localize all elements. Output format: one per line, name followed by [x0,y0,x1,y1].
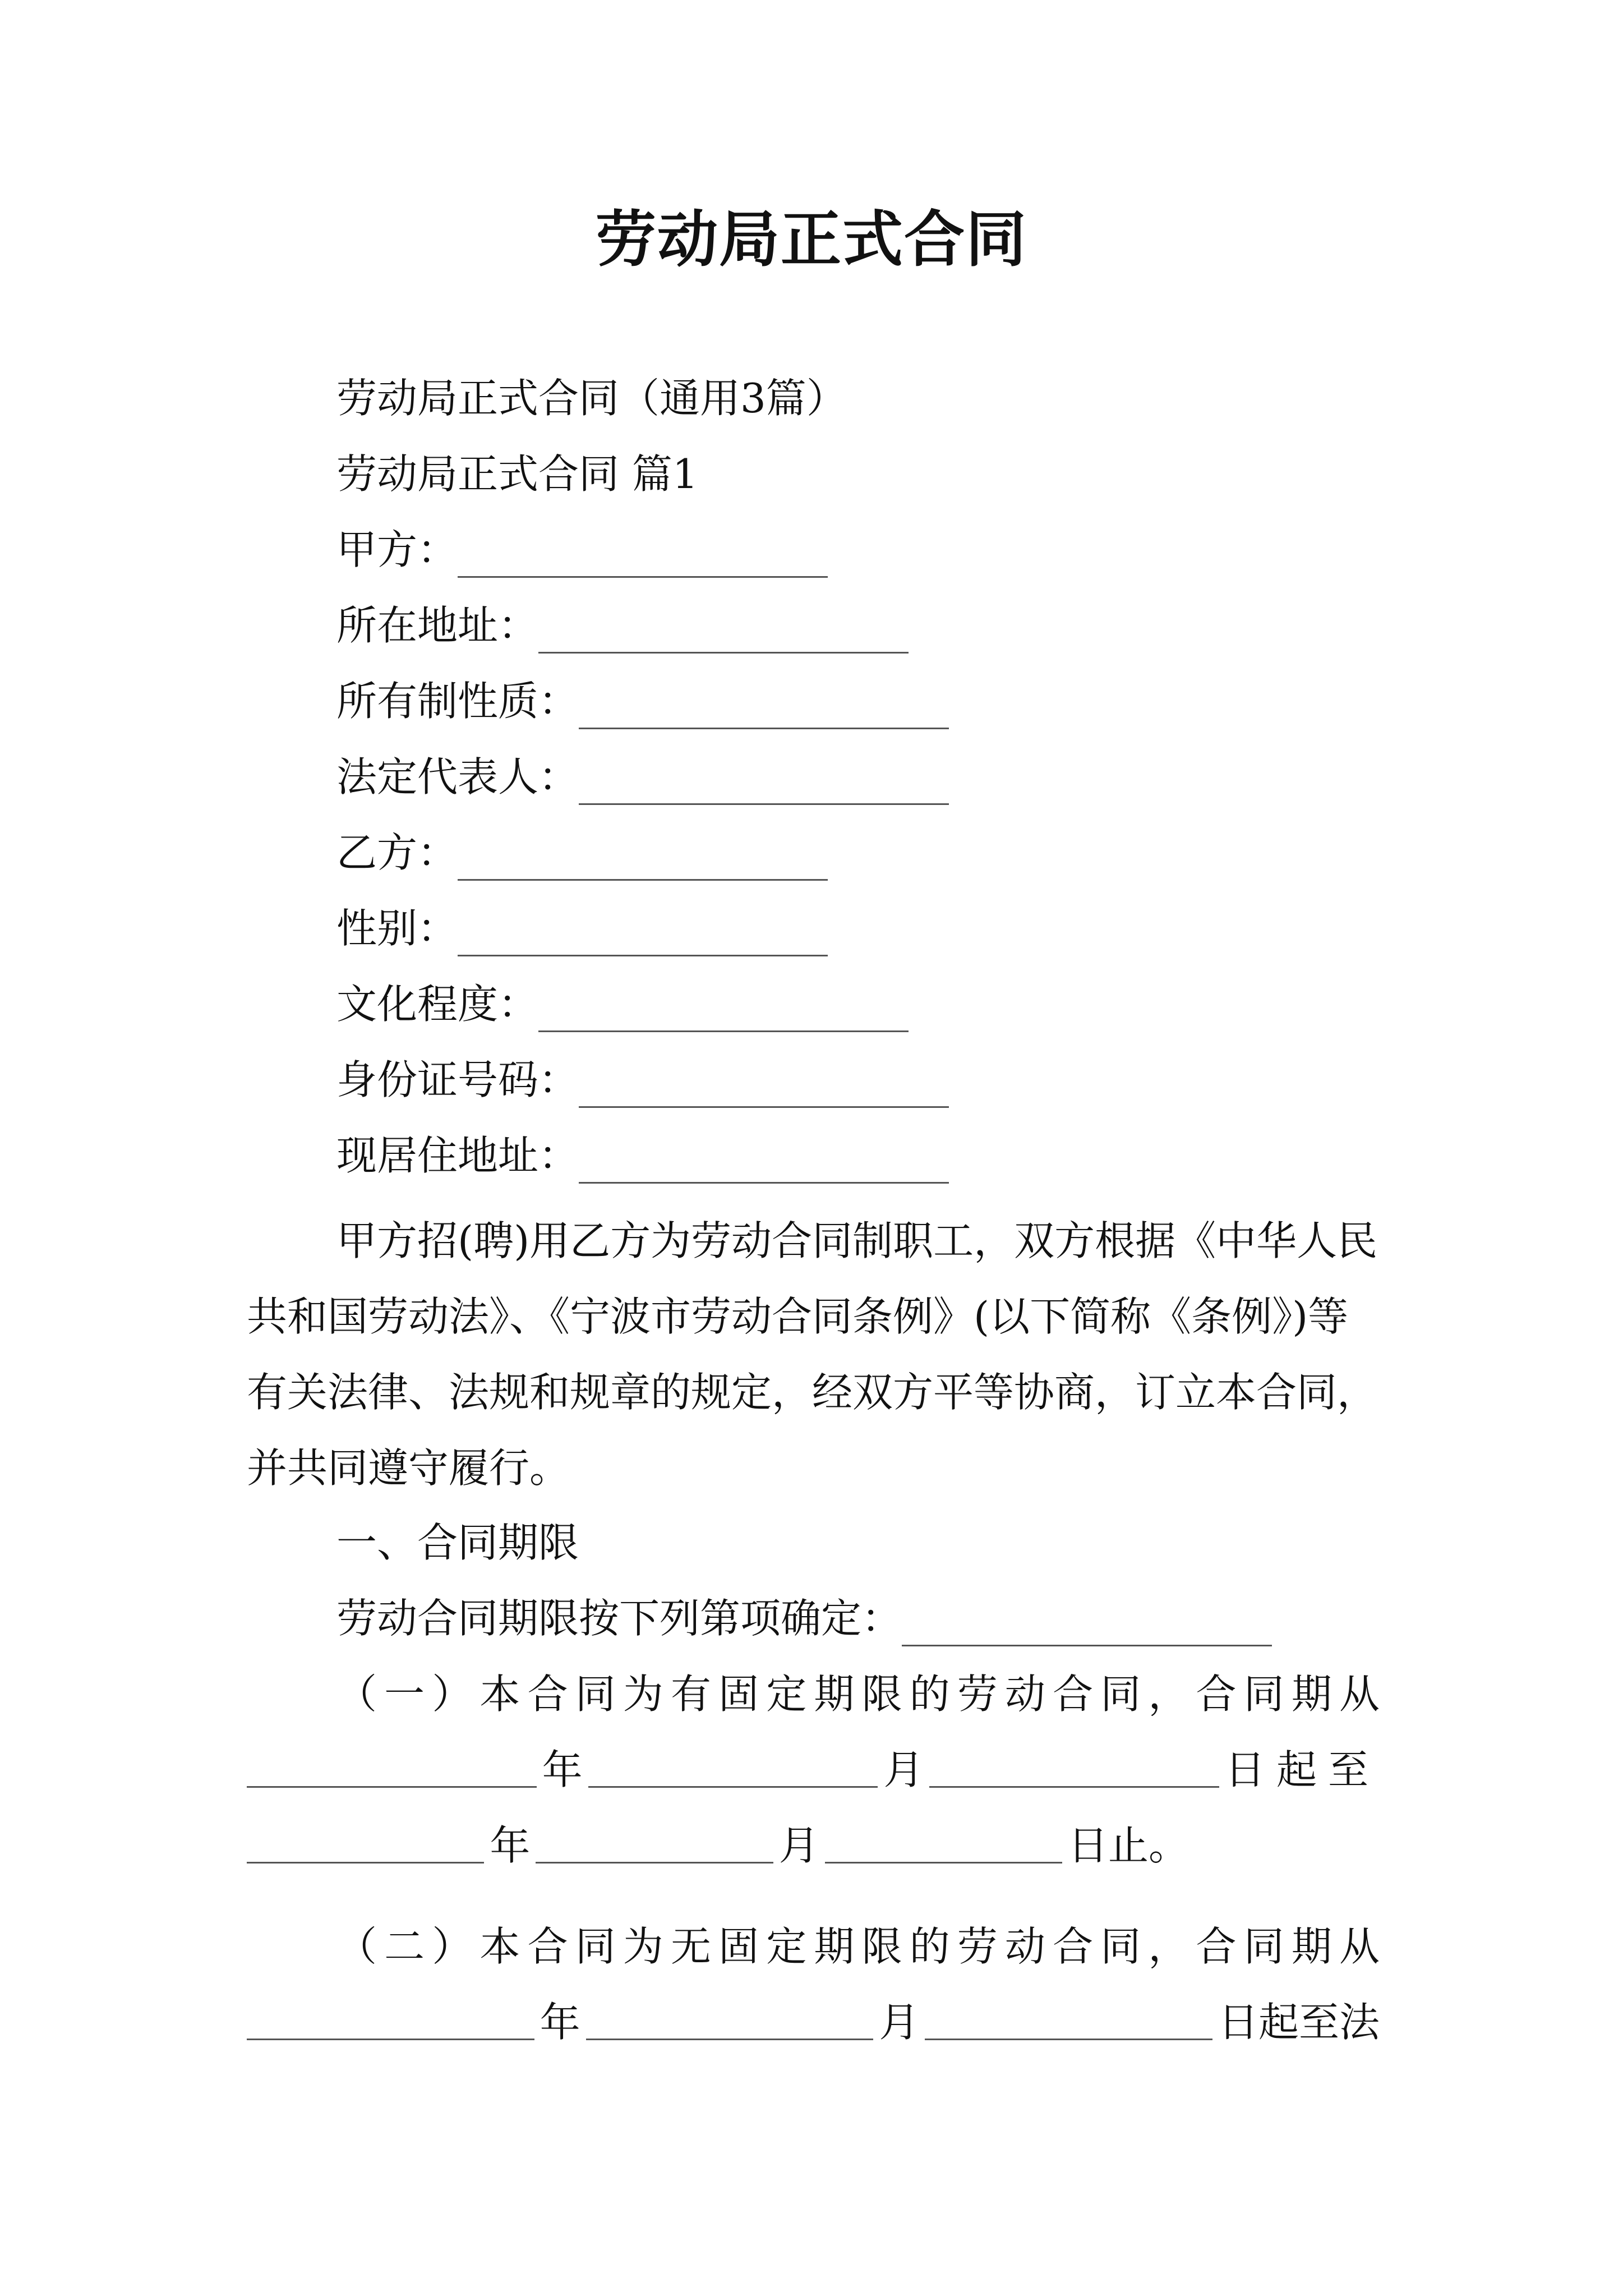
clause-1-text: （一）本合同为有固定期限的劳动合同，合同期从 [336,1671,1380,1718]
field-ownership [336,673,949,729]
year-label: 年 [490,1822,531,1869]
field-label: 所有制性质： [336,678,579,725]
month-label: 月 [883,1746,924,1793]
fill-blank[interactable] [247,1786,537,1788]
fill-blank[interactable] [579,763,949,805]
field-current-address [336,1128,949,1184]
intro-paragraph: 甲方招(聘)用乙方为劳动合同制职工，双方根据《中华人民共和国劳动法》、《宁波市劳动合同条例》(以下简称《条例》)等有关法律、法规和规章的规定，经双方平等协商，订立本合同，并共同遵守履行。 [247,1217,1378,1492]
clause-1-date-end [247,1818,1189,1874]
term-selection [336,1590,1272,1646]
month-label: 月 [879,1999,920,2046]
fill-blank[interactable] [929,1786,1219,1788]
field-label: 劳动合同期限按下列第项确定： [336,1595,902,1642]
fill-blank[interactable] [536,1862,773,1864]
field-id-number [336,1052,949,1108]
fill-blank[interactable] [925,2039,1212,2040]
fill-blank[interactable] [247,1862,484,1864]
heading-contract-term: 一、合同期限 [336,1519,579,1566]
field-label: 所在地址： [336,602,539,649]
day-label: 日起至 [1225,1746,1380,1793]
fill-blank[interactable] [579,687,949,729]
year-label: 年 [542,1746,583,1793]
field-label: 文化程度： [336,981,539,1028]
year-label: 年 [540,1999,580,2046]
fill-blank[interactable] [588,1786,878,1788]
fill-blank[interactable] [458,914,828,956]
field-label: 甲方： [336,526,458,573]
field-label: 法定代表人： [336,753,579,800]
field-label: 现居住地址： [336,1132,579,1179]
fill-blank[interactable] [902,1604,1272,1646]
fill-blank[interactable] [579,1066,949,1108]
field-education [336,976,909,1032]
clause-1-date-start [247,1742,1380,1798]
fill-blank[interactable] [579,1142,949,1184]
field-party-b [336,825,828,881]
day-label: 日止。 [1067,1822,1189,1869]
document-subtitle: 劳动局正式合同（通用3篇） [336,375,847,422]
clause-2-text: （二）本合同为无固定期限的劳动合同，合同期从 [336,1923,1380,1970]
field-party-a [336,522,828,578]
fill-blank[interactable] [586,2039,874,2040]
fill-blank[interactable] [538,990,909,1032]
field-label: 乙方： [336,829,458,876]
month-label: 月 [778,1822,819,1869]
field-label: 性别： [336,905,458,952]
field-address [336,597,909,654]
fill-blank[interactable] [247,2039,534,2040]
fill-blank[interactable] [538,611,909,654]
field-label: 身份证号码： [336,1056,579,1103]
day-label: 日起至法 [1218,1999,1380,2046]
clause-2-date-start [247,1994,1380,2050]
field-legal-rep [336,749,949,805]
fill-blank[interactable] [825,1862,1062,1864]
field-gender [336,900,828,956]
document-title: 劳动局正式合同 [595,204,1027,275]
section-heading: 劳动局正式合同 篇1 [336,450,698,498]
fill-blank[interactable] [458,839,828,881]
fill-blank[interactable] [458,536,828,578]
